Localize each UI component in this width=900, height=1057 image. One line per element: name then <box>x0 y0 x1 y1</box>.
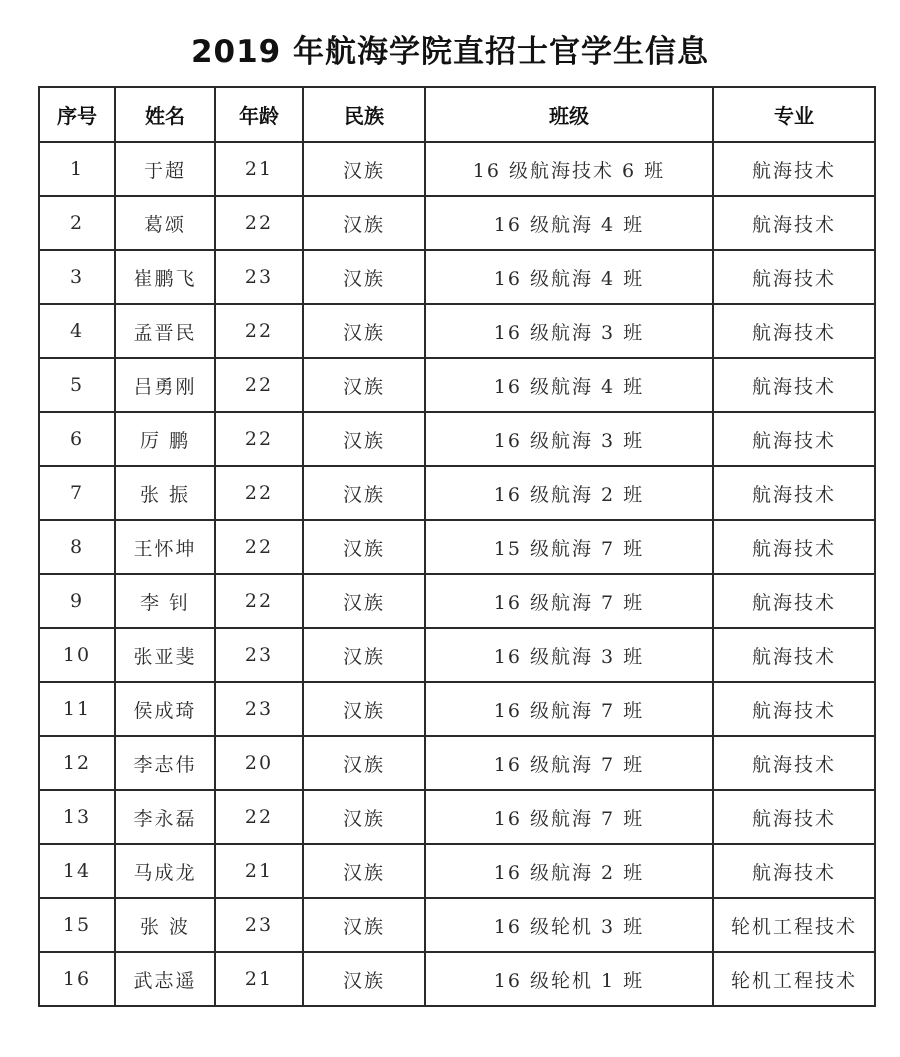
cell-index: 16 <box>39 952 115 1006</box>
column-header-index: 序号 <box>39 87 115 142</box>
table-row <box>39 304 875 358</box>
cell-major: 航海技术 <box>713 520 875 574</box>
cell-name: 李志伟 <box>115 736 215 790</box>
cell-name: 张 振 <box>115 466 215 520</box>
table-row <box>39 682 875 736</box>
cell-name: 张 波 <box>115 898 215 952</box>
cell-name: 王怀坤 <box>115 520 215 574</box>
cell-class: 16 级航海 4 班 <box>425 358 713 412</box>
cell-class: 16 级轮机 1 班 <box>425 952 713 1006</box>
table-row <box>39 844 875 898</box>
cell-age: 22 <box>215 412 303 466</box>
cell-ethnicity: 汉族 <box>303 682 425 736</box>
cell-ethnicity: 汉族 <box>303 142 425 196</box>
table-row <box>39 952 875 1006</box>
cell-class: 16 级航海 7 班 <box>425 682 713 736</box>
table-row <box>39 466 875 520</box>
cell-index: 12 <box>39 736 115 790</box>
column-header-major: 专业 <box>713 87 875 142</box>
cell-major: 航海技术 <box>713 358 875 412</box>
cell-age: 22 <box>215 466 303 520</box>
cell-ethnicity: 汉族 <box>303 466 425 520</box>
cell-ethnicity: 汉族 <box>303 844 425 898</box>
cell-class: 15 级航海 7 班 <box>425 520 713 574</box>
cell-major: 航海技术 <box>713 142 875 196</box>
column-header-class: 班级 <box>425 87 713 142</box>
cell-ethnicity: 汉族 <box>303 520 425 574</box>
cell-major: 航海技术 <box>713 304 875 358</box>
cell-index: 8 <box>39 520 115 574</box>
cell-class: 16 级航海 2 班 <box>425 844 713 898</box>
table-row <box>39 196 875 250</box>
cell-age: 23 <box>215 898 303 952</box>
cell-age: 21 <box>215 952 303 1006</box>
cell-name: 厉 鹏 <box>115 412 215 466</box>
cell-age: 22 <box>215 304 303 358</box>
cell-index: 2 <box>39 196 115 250</box>
cell-major: 航海技术 <box>713 682 875 736</box>
cell-ethnicity: 汉族 <box>303 304 425 358</box>
cell-major: 航海技术 <box>713 250 875 304</box>
table-row <box>39 898 875 952</box>
cell-index: 1 <box>39 142 115 196</box>
cell-index: 14 <box>39 844 115 898</box>
table-row <box>39 142 875 196</box>
cell-name: 于超 <box>115 142 215 196</box>
cell-class: 16 级轮机 3 班 <box>425 898 713 952</box>
cell-index: 7 <box>39 466 115 520</box>
cell-ethnicity: 汉族 <box>303 250 425 304</box>
cell-class: 16 级航海 3 班 <box>425 628 713 682</box>
table-row <box>39 412 875 466</box>
cell-ethnicity: 汉族 <box>303 790 425 844</box>
cell-age: 21 <box>215 142 303 196</box>
cell-ethnicity: 汉族 <box>303 412 425 466</box>
cell-class: 16 级航海 2 班 <box>425 466 713 520</box>
cell-index: 4 <box>39 304 115 358</box>
table-body <box>39 142 875 1006</box>
cell-index: 10 <box>39 628 115 682</box>
column-header-ethnicity: 民族 <box>303 87 425 142</box>
cell-class: 16 级航海技术 6 班 <box>425 142 713 196</box>
table-row <box>39 250 875 304</box>
table-row <box>39 520 875 574</box>
cell-major: 轮机工程技术 <box>713 952 875 1006</box>
table-row <box>39 574 875 628</box>
cell-name: 葛颂 <box>115 196 215 250</box>
cell-index: 11 <box>39 682 115 736</box>
cell-index: 9 <box>39 574 115 628</box>
cell-major: 航海技术 <box>713 628 875 682</box>
cell-age: 20 <box>215 736 303 790</box>
cell-major: 航海技术 <box>713 790 875 844</box>
cell-age: 22 <box>215 520 303 574</box>
cell-age: 22 <box>215 196 303 250</box>
cell-class: 16 级航海 4 班 <box>425 250 713 304</box>
cell-ethnicity: 汉族 <box>303 736 425 790</box>
cell-major: 航海技术 <box>713 574 875 628</box>
cell-ethnicity: 汉族 <box>303 628 425 682</box>
cell-age: 21 <box>215 844 303 898</box>
cell-class: 16 级航海 7 班 <box>425 574 713 628</box>
cell-name: 张亚斐 <box>115 628 215 682</box>
cell-age: 23 <box>215 250 303 304</box>
cell-class: 16 级航海 7 班 <box>425 736 713 790</box>
cell-index: 15 <box>39 898 115 952</box>
cell-major: 航海技术 <box>713 412 875 466</box>
cell-age: 22 <box>215 358 303 412</box>
cell-name: 李永磊 <box>115 790 215 844</box>
cell-name: 崔鹏飞 <box>115 250 215 304</box>
cell-name: 侯成琦 <box>115 682 215 736</box>
cell-class: 16 级航海 3 班 <box>425 412 713 466</box>
cell-age: 23 <box>215 628 303 682</box>
cell-index: 5 <box>39 358 115 412</box>
cell-class: 16 级航海 4 班 <box>425 196 713 250</box>
cell-ethnicity: 汉族 <box>303 574 425 628</box>
cell-index: 13 <box>39 790 115 844</box>
table-row <box>39 790 875 844</box>
cell-ethnicity: 汉族 <box>303 196 425 250</box>
cell-name: 马成龙 <box>115 844 215 898</box>
column-header-name: 姓名 <box>115 87 215 142</box>
cell-name: 武志遥 <box>115 952 215 1006</box>
table-header-row <box>39 87 875 142</box>
cell-age: 23 <box>215 682 303 736</box>
cell-major: 航海技术 <box>713 736 875 790</box>
cell-major: 轮机工程技术 <box>713 898 875 952</box>
cell-class: 16 级航海 7 班 <box>425 790 713 844</box>
cell-ethnicity: 汉族 <box>303 358 425 412</box>
cell-ethnicity: 汉族 <box>303 952 425 1006</box>
table-row <box>39 628 875 682</box>
cell-age: 22 <box>215 790 303 844</box>
table-row <box>39 358 875 412</box>
cell-age: 22 <box>215 574 303 628</box>
column-header-age: 年龄 <box>215 87 303 142</box>
cell-class: 16 级航海 3 班 <box>425 304 713 358</box>
cell-index: 6 <box>39 412 115 466</box>
cell-name: 李 钊 <box>115 574 215 628</box>
page-title: 2019 年航海学院直招士官学生信息 <box>190 34 710 70</box>
cell-ethnicity: 汉族 <box>303 898 425 952</box>
student-info-table <box>38 86 876 1007</box>
cell-major: 航海技术 <box>713 196 875 250</box>
table-row <box>39 736 875 790</box>
cell-major: 航海技术 <box>713 466 875 520</box>
cell-name: 孟晋民 <box>115 304 215 358</box>
cell-name: 吕勇刚 <box>115 358 215 412</box>
cell-index: 3 <box>39 250 115 304</box>
cell-major: 航海技术 <box>713 844 875 898</box>
